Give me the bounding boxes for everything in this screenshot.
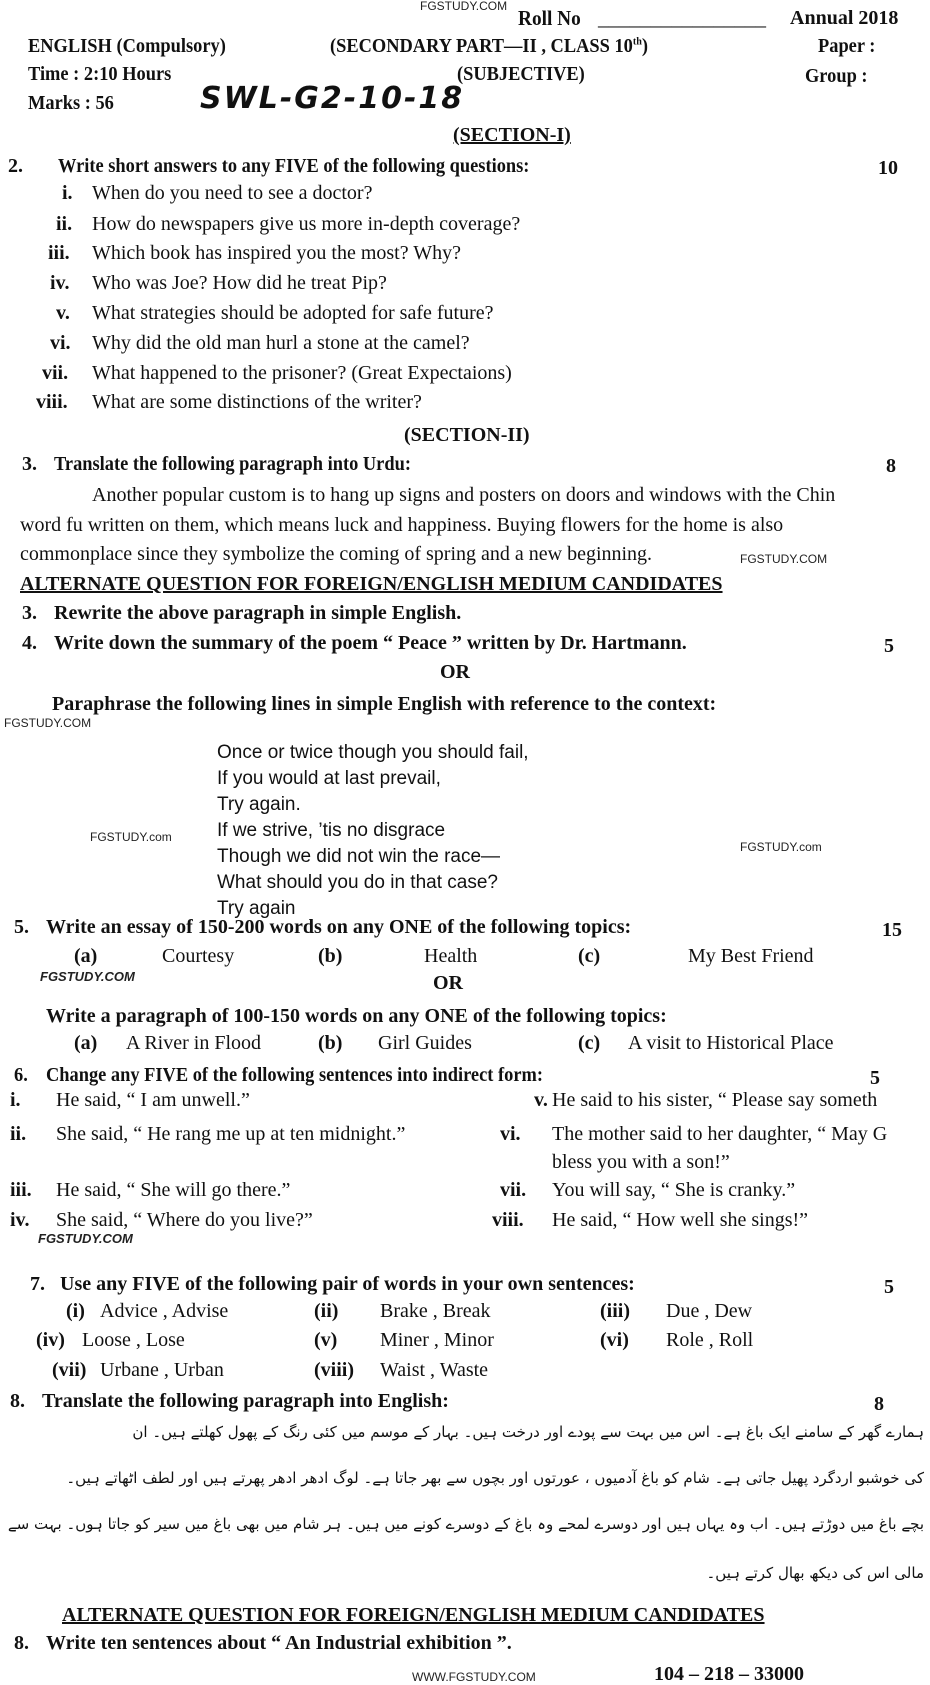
item-number: v. (56, 302, 70, 324)
item-text: Who was Joe? How did he treat Pip? (92, 272, 387, 294)
or-label: OR (440, 661, 470, 683)
item-text: Which book has inspired you the most? Why? (92, 242, 462, 264)
item-number: i. (62, 182, 73, 204)
sentence-number: vii. (500, 1179, 527, 1201)
sentence-text: He said, “ She will go there.” (56, 1179, 291, 1201)
q4-marks: 5 (884, 635, 894, 657)
pair-number: (viii) (314, 1359, 354, 1381)
topic-number: (c) (578, 1032, 601, 1054)
poem-line: Though we did not win the race— (217, 846, 501, 867)
watermark: FGSTUDY.COM (40, 969, 135, 984)
watermark: FGSTUDY.COM (740, 552, 828, 566)
item-text: How do newspapers give us more in-depth coverage? (92, 213, 521, 235)
alternate-heading-1: ALTERNATE QUESTION FOR FOREIGN/ENGLISH MEDIUM CANDIDATES (20, 573, 723, 595)
pair-number: (i) (66, 1300, 85, 1322)
part-class (330, 36, 648, 56)
q5-marks: 15 (882, 919, 902, 941)
pair-words: Brake , Break (380, 1300, 491, 1322)
item-number: vii. (42, 362, 69, 384)
footer-site: WWW.FGSTUDY.COM (412, 1670, 536, 1684)
watermark: FGSTUDY.COM (4, 716, 92, 730)
pair-words: Role , Roll (666, 1329, 754, 1351)
q5b-text: Write a paragraph of 100-150 words on any ONE of the following topics: (46, 1005, 667, 1027)
part-text: (SECONDARY PART—II , CLASS 10 (330, 35, 633, 57)
pair-words: Miner , Minor (380, 1329, 494, 1351)
pair-words: Waist , Waste (380, 1359, 489, 1381)
item-text: What happened to the prisoner? (Great Expectaions) (92, 362, 512, 384)
q7-text: Use any FIVE of the following pair of words in your own sentences: (60, 1273, 635, 1295)
section-2-title: (SECTION-II) (404, 424, 530, 446)
poem-line: If you would at last prevail, (217, 768, 441, 789)
or-label-2: OR (433, 972, 463, 994)
q4-text: Write down the summary of the poem “ Peace ” written by Dr. Hartmann. (54, 632, 687, 654)
q6-marks: 5 (870, 1067, 880, 1089)
poem-line: Try again (217, 898, 296, 919)
sentence-text: You will say, “ She is cranky.” (552, 1179, 796, 1201)
sentence-text: She said, “ He rang me up at ten midnight.” (56, 1123, 406, 1145)
roll-no-field[interactable]: ________________ (598, 6, 766, 30)
topic-number: (b) (318, 1032, 343, 1054)
q8-text: Translate the following paragraph into English: (42, 1390, 449, 1412)
roll-no-label: Roll No (518, 6, 581, 30)
item-number: viii. (36, 391, 68, 413)
group-label: Group : (805, 65, 868, 87)
sentence-text: She said, “ Where do you live?” (56, 1209, 313, 1231)
part-sup: th (632, 35, 642, 48)
q2-number: 2. (8, 155, 23, 177)
subject-title: ENGLISH (Compulsory) (28, 35, 226, 57)
poem-line: What should you do in that case? (217, 872, 498, 893)
alternate-heading-2: ALTERNATE QUESTION FOR FOREIGN/ENGLISH MEDIUM CANDIDATES (62, 1604, 765, 1626)
q8-number: 8. (10, 1390, 25, 1412)
item-number: ii. (56, 213, 73, 235)
q3-alt-number: 3. (22, 602, 37, 624)
item-text: When do you need to see a doctor? (92, 182, 373, 204)
sentence-text: The mother said to her daughter, “ May G (552, 1123, 888, 1145)
pair-number: (v) (314, 1329, 338, 1351)
q3-alt-text: Rewrite the above paragraph in simple English. (54, 602, 462, 624)
topic-text: My Best Friend (688, 945, 814, 967)
pair-number: (iii) (600, 1300, 630, 1322)
topic-text: Health (424, 945, 478, 967)
q2-marks: 10 (878, 157, 898, 179)
topic-number: (a) (74, 945, 98, 967)
footer-code: 104 – 218 – 33000 (654, 1663, 804, 1685)
pair-number: (ii) (314, 1300, 339, 1322)
watermark: FGSTUDY.COM (420, 0, 508, 13)
q3-para-line: Another popular custom is to hang up signs and posters on doors and windows with the Chin (92, 484, 836, 506)
urdu-paragraph-line: مالی اس کی دیکھ بھال کرتے ہیں۔ (706, 1564, 924, 1582)
section-1-title: (SECTION-I) (453, 124, 571, 146)
item-number: vi. (50, 332, 71, 354)
topic-number: (b) (318, 945, 343, 967)
marks-label: Marks : 56 (28, 92, 114, 114)
paper-label: Paper : (818, 35, 876, 57)
topic-text: A visit to Historical Place (628, 1032, 834, 1054)
q8-marks: 8 (874, 1393, 884, 1415)
watermark: FGSTUDY.com (90, 830, 172, 844)
q3-para-line: commonplace since they symbolize the coming of spring and a new beginning. (20, 543, 653, 565)
watermark: FGSTUDY.COM (38, 1231, 133, 1246)
q7-number: 7. (30, 1273, 45, 1295)
pair-number: (iv) (36, 1329, 65, 1351)
urdu-paragraph-line: کی خوشبو اردگرد پھیل جاتی ہے۔ شام کو باغ آدمیوں ، عورتوں اور بچوں سے بھر جاتا ہے۔ لوگ ادھر ادھر پھرتے ہیں اور لطف اٹھاتے ہیں۔ (66, 1469, 924, 1487)
urdu-paragraph-line: بچے باغ میں دوڑتے ہیں۔ اب وہ یہاں ہیں اور دوسرے لمحے وہ باغ کے دوسرے کونے میں ہیں۔ ہر شام میں بھی باغ میں سیر کو جاتا ہوں۔ بہت سے (7, 1515, 924, 1533)
item-number: iii. (48, 242, 70, 264)
sentence-number: iii. (10, 1179, 32, 1201)
poem-line: Try again. (217, 794, 301, 815)
sentence-text: He said, “ How well she sings!” (552, 1209, 809, 1231)
sentence-number: ii. (10, 1123, 27, 1145)
topic-text: Courtesy (162, 945, 235, 967)
urdu-paragraph-line: ہمارے گھر کے سامنے ایک باغ ہے۔ اس میں بہت سے پودے اور درخت ہیں۔ بہار کے موسم میں کئی رنگ کے پھول کھلتے ہیں۔ ان (132, 1423, 924, 1441)
topic-text: Girl Guides (378, 1032, 472, 1054)
sentence-text: He said to his sister, “ Please say someth (552, 1089, 878, 1111)
pair-number: (vii) (52, 1359, 87, 1381)
pair-words: Loose , Lose (82, 1329, 185, 1351)
part-end: ) (641, 35, 649, 57)
poem-line: If we strive, ’tis no disgrace (217, 820, 446, 841)
item-text: Why did the old man hurl a stone at the camel? (92, 332, 470, 354)
poem-line: Once or twice though you should fail, (217, 742, 529, 763)
sentence-number: viii. (492, 1209, 524, 1231)
paraphrase-text: Paraphrase the following lines in simple English with reference to the context: (52, 693, 717, 715)
paper-code-handwritten: SWL-G2-10-18 (200, 81, 465, 116)
sentence-number: v. (534, 1089, 548, 1111)
q6-number: 6. (14, 1064, 28, 1086)
sentence-text: He said, “ I am unwell.” (56, 1089, 250, 1111)
q8-alt-number: 8. (14, 1632, 29, 1654)
pair-words: Urbane , Urban (100, 1359, 224, 1381)
pair-words: Advice , Advise (100, 1300, 229, 1322)
sentence-number: vi. (500, 1123, 521, 1145)
topic-number: (c) (578, 945, 601, 967)
sentence-number: i. (10, 1089, 21, 1111)
annual-year: Annual 2018 (790, 7, 899, 29)
q4-number: 4. (22, 632, 37, 654)
item-text: What are some distinctions of the writer? (92, 391, 422, 413)
q6-text: Change any FIVE of the following sentences into indirect form: (46, 1064, 543, 1086)
pair-words: Due , Dew (666, 1300, 753, 1322)
sentence-text: bless you with a son!” (552, 1151, 730, 1173)
q5-text: Write an essay of 150-200 words on any ONE of the following topics: (46, 916, 632, 938)
q3-number: 3. (22, 453, 37, 475)
sentence-number: iv. (10, 1209, 30, 1231)
q7-marks: 5 (884, 1276, 894, 1298)
q8-alt-text: Write ten sentences about “ An Industrial exhibition ”. (46, 1632, 512, 1654)
q3-marks: 8 (886, 455, 896, 477)
q3-text: Translate the following paragraph into Urdu: (54, 453, 411, 475)
q2-text: Write short answers to any FIVE of the following questions: (58, 155, 530, 177)
q3-para-line: word fu written on them, which means luck and happiness. Buying flowers for the home is also (20, 514, 784, 536)
item-text: What strategies should be adopted for safe future? (92, 302, 494, 324)
topic-text: A River in Flood (126, 1032, 262, 1054)
pair-number: (vi) (600, 1329, 629, 1351)
subjective-label: (SUBJECTIVE) (457, 63, 585, 85)
watermark: FGSTUDY.com (740, 840, 822, 854)
q5-number: 5. (14, 916, 29, 938)
item-number: iv. (50, 272, 70, 294)
time-label: Time : 2:10 Hours (28, 63, 172, 85)
topic-number: (a) (74, 1032, 98, 1054)
